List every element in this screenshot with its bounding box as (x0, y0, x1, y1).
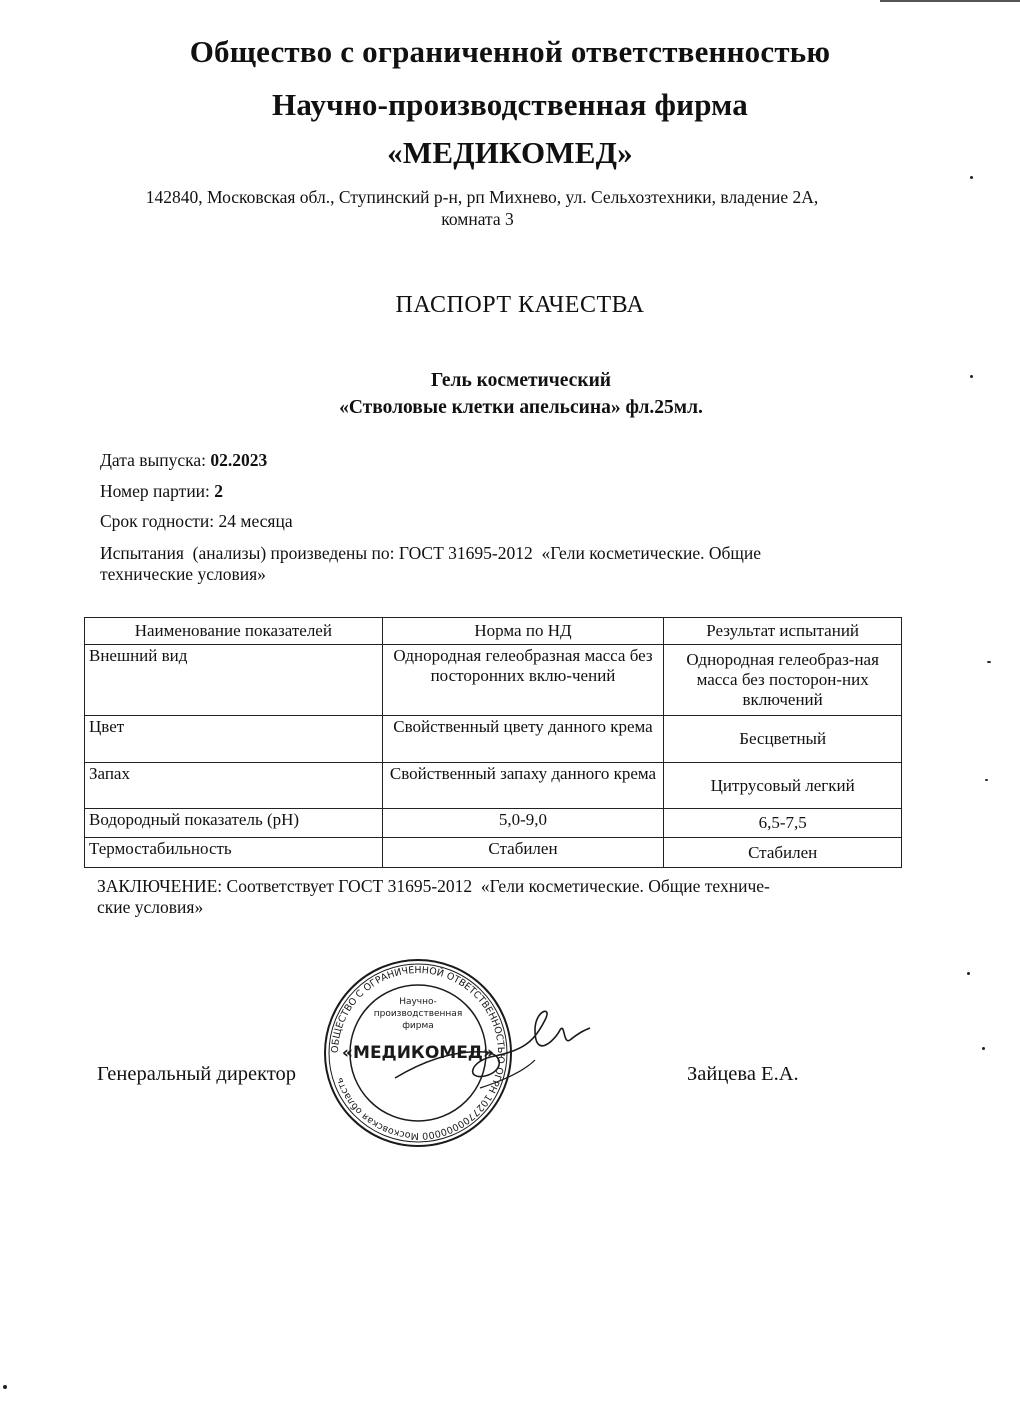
release-date-label: Дата выпуска: (100, 450, 211, 470)
table-header-row (85, 618, 902, 645)
handwritten-signature (385, 990, 595, 1100)
address-line2: комната 3 (441, 209, 514, 229)
stamp-ring-text: ОБЩЕСТВО С ОГРАНИЧЕННОЙ ОТВЕТСТВЕННОСТЬЮ ОГРН 1027700000000 Московская область (329, 964, 507, 1142)
shelf-life: Срок годности: 24 месяца (100, 511, 293, 531)
indicator-cell: Внешний вид (85, 645, 383, 716)
signatory-position: Генеральный директор (97, 1063, 297, 1085)
norm-cell: Свойственный запаху данного крема (382, 763, 664, 809)
batch-number-label: Номер партии: (100, 481, 215, 501)
result-cell: Однородная гелеобраз-ная масса без посторон-них включений (664, 645, 902, 716)
column-header-result: Результат испытаний (664, 618, 902, 645)
table-row (85, 716, 902, 763)
norm-cell: Однородная гелеобразная масса без посторонних вклю-чений (382, 645, 664, 716)
table-row (85, 809, 902, 838)
column-header-norm: Норма по НД (382, 618, 664, 645)
result-cell: Стабилен (664, 838, 902, 868)
release-date-value: 02.2023 (210, 450, 268, 470)
column-header-indicator: Наименование показателей (85, 618, 383, 645)
product-line2: «Стволовые клетки апельсина» фл.25мл. (339, 397, 703, 418)
indicator-cell: Запах (85, 763, 383, 809)
stamp-inner-name: «МЕДИКОМЕД» (342, 1043, 494, 1063)
org-name-line1: Общество с ограниченной ответственностью (189, 34, 831, 69)
org-name-line2: Научно-производственная фирма (272, 87, 748, 122)
tests-line1: Испытания (анализы) произведены по: ГОСТ 31695-2012 «Гели косметические. Общие (100, 543, 762, 563)
document-title: ПАСПОРТ КАЧЕСТВА (395, 292, 645, 318)
result-cell: Цитрусовый легкий (664, 763, 902, 809)
batch-number-value: 2 (214, 481, 224, 501)
result-cell: Бесцветный (664, 716, 902, 763)
org-name-line3: «МЕДИКОМЕД» (387, 135, 633, 170)
batch-number (100, 481, 223, 502)
address-line1: 142840, Московская обл., Ступинский р-н, рп Михнево, ул. Сельхозтехники, владение 2А, (145, 187, 819, 207)
table-row (85, 763, 902, 809)
stamp-inner-line2: производственная (373, 1009, 463, 1019)
norm-cell: Свойственный цвету данного крема (382, 716, 664, 763)
stamp-inner-line1: Научно- (399, 997, 437, 1007)
norm-cell: 5,0-9,0 (382, 809, 664, 838)
stamp-inner-line3: фирма (402, 1021, 434, 1031)
indicator-cell: Водородный показатель (рН) (85, 809, 383, 838)
indicator-cell: Цвет (85, 716, 383, 763)
conclusion-line1: ЗАКЛЮЧЕНИЕ: Соответствует ГОСТ 31695-2012 «Гели косметические. Общие техниче- (97, 876, 770, 896)
quality-table (84, 617, 902, 868)
table-row (85, 645, 902, 716)
signatory-name: Зайцева Е.А. (687, 1063, 799, 1085)
table-row (85, 838, 902, 868)
tests-line2: технические условия» (100, 564, 266, 584)
norm-cell: Стабилен (382, 838, 664, 868)
result-cell: 6,5-7,5 (664, 809, 902, 838)
product-line1: Гель косметический (430, 370, 612, 391)
indicator-cell: Термостабильность (85, 838, 383, 868)
release-date (100, 450, 267, 471)
conclusion-line2: ские условия» (97, 897, 204, 917)
